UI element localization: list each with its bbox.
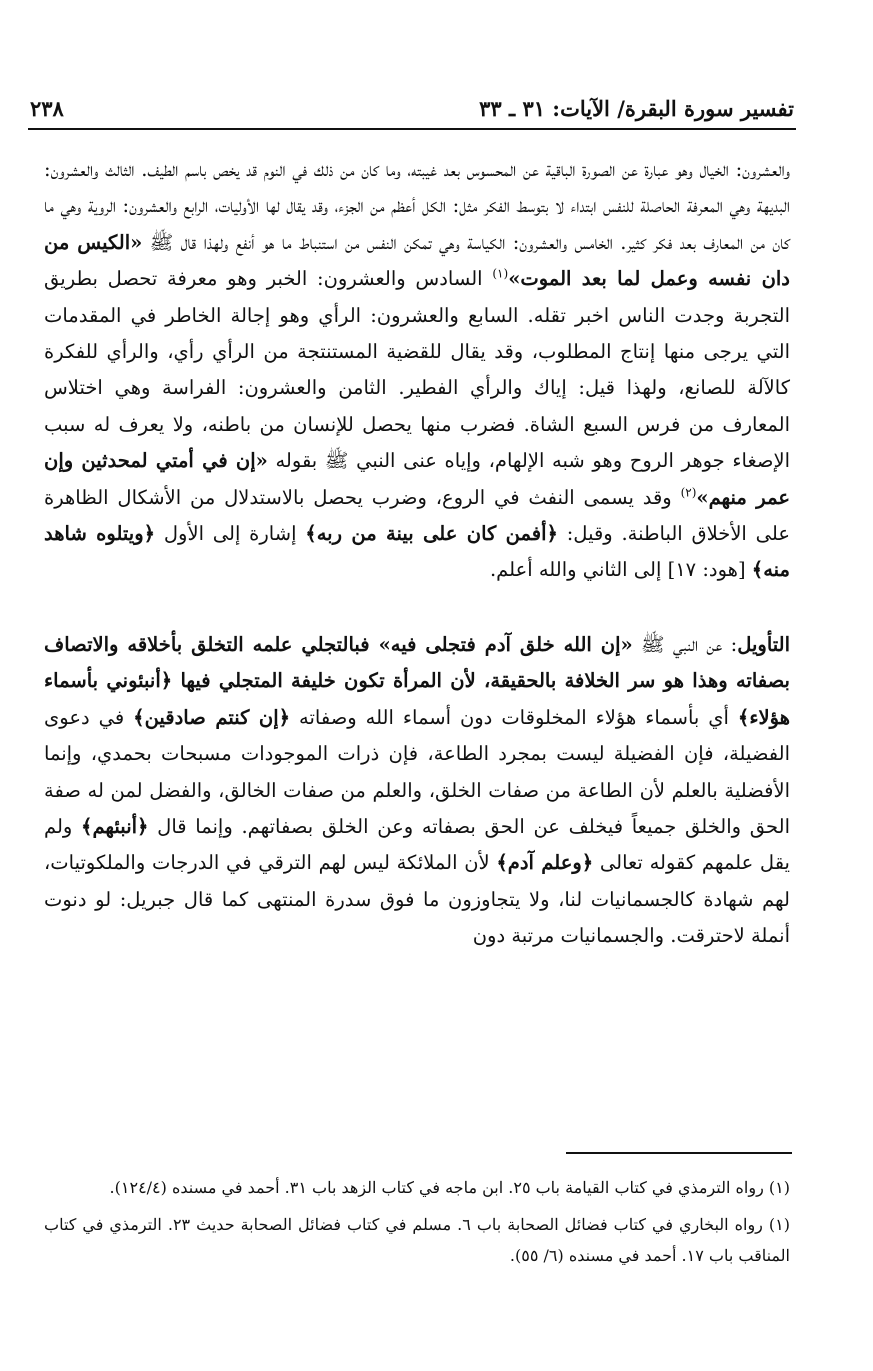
paragraph-1-part-3: وقد يسمى النفث في الروع، وضرب يحصل بالاستدلال من الأشكال الظاهرة على الأخلاق الباطنة. وقيل: xyxy=(44,485,790,546)
paragraph-2-part-1: : عن النبي ﷺ xyxy=(632,632,738,656)
quran-verse-2: ﴿ويتلوه شاهد منه﴾ xyxy=(44,522,790,582)
header-rule xyxy=(28,128,796,130)
paragraph-1-part-4: إشارة إلى الأول xyxy=(155,522,306,546)
quran-verse-3: ﴿أنبئوني بأسماء هؤلاء﴾ xyxy=(44,669,790,729)
paragraph-2-part-2: أي بأسماء هؤلاء المخلوقات دون أسماء الله وصفاته xyxy=(290,705,738,729)
tawil-label: التأويل xyxy=(737,632,790,656)
paragraph-1 xyxy=(44,152,790,589)
running-title: تفسير سورة البقرة/ الآيات: ٣١ ـ ٣٣ xyxy=(479,95,794,121)
quran-verse-6: ﴿وعلم آدم﴾ xyxy=(496,851,594,875)
quran-verse-5: ﴿أنبئهم﴾ xyxy=(81,814,149,838)
page-header xyxy=(30,92,794,124)
bold-sentence: فبالتجلي علمه التخلق بأخلاقه والاتصاف بصفاته وهذا هو سر الخلافة بالحقيقة، لأن المرأة تكون خليفة المتجلي فيها xyxy=(44,632,790,693)
hadith-quote-2: «إن في أمتي لمحدثين وإن عمر منهم» xyxy=(44,449,790,509)
footnote-rule xyxy=(566,1152,792,1154)
paragraph-gap xyxy=(44,589,790,627)
quran-verse-4: ﴿إن كنتم صادقين﴾ xyxy=(133,705,291,729)
footnote-ref-1: (١) xyxy=(492,266,509,281)
page-number: ٢٣٨ xyxy=(30,95,64,121)
paragraph-2-part-3: في دعوى الفضيلة، فإن الفضيلة ليست بمجرد الطاعة، فإن ذرات الموجودات مسبحات بحمدي، وإنما الأفضلية بالعلم لأن الطاعة من صفات الخلق، والعلم من صفات الخالق، والفضل لمن له صفة الحق والخلق جميعاً فيخلف عن الحق بصفاته وعن الخلق بصفاتهم. وإنما قال xyxy=(44,705,790,838)
quran-verse-1: ﴿أفمن كان على بينة من ربه﴾ xyxy=(305,522,558,546)
paragraph-1-part-1: والعشرون: الخيال وهو عبارة عن الصورة الباقية عن المحسوس بعد غيبته، وما كان من ذلك في النوم قد يخص باسم الطيف. الثالث والعشرون: البديهة وهي المعرفة الحاصلة للنفس ابتداء لا بتوسط الفكر مثل: الكل أعظم من الجزء، وقد يقال لها الأوليات، الرابع والعشرون: الروية وهي ما كان من المعارف بعد فكر كثير. الخامس والعشرون: الكياسة وهي تمكن النفس من استنباط ما هو أنفع ولهذا قال ﷺ xyxy=(44,158,790,254)
footnote-1: (١) رواه الترمذي في كتاب القيامة باب ٢٥. ابن ماجه في كتاب الزهد باب ٣١. أحمد في مسنده (١٢٤/٤). xyxy=(109,1178,790,1197)
paragraph-2 xyxy=(44,627,790,955)
hadith-quote-1: «الكيس من دان نفسه وعمل لما بعد الموت» xyxy=(44,230,790,291)
paragraph-1-part-2: السادس والعشرون: الخبر وهو معرفة تحصل بطريق التجربة وجدت الناس اخبر تقله. السابع والعشرون: الرأي وهو إجالة الخاطر في المقدمات التي يرجى منها إنتاج المطلوب، وقد يقال للقضية المستنتجة من الرأي رأي، والرأي للفكرة كالآلة للصانع، ولهذا قيل: إياك والرأي الفطير. الثامن والعشرون: الفراسة وهي اختلاس المعارف من فرس السبع الشاة. فضرب منها يحصل للإنسان من باطنه، ولا يعرف له سبب الإصغاء جوهر الروح وهو شبه الإلهام، وإياه عنى النبي ﷺ بقوله xyxy=(44,267,790,473)
main-text xyxy=(44,152,790,955)
footnotes xyxy=(44,1172,790,1277)
paragraph-1-part-5: [هود: ١٧] إلى الثاني والله أعلم. xyxy=(489,558,752,582)
footnote-2: (١) رواه البخاري في كتاب فضائل الصحابة باب ٦. مسلم في كتاب فضائل الصحابة حديث ٢٣. الترمذي في كتاب المناقب باب ١٧. أحمد في مسنده (٦/ ٥٥). xyxy=(44,1215,790,1265)
paragraph-2-part-4: ولم يقل علمهم كقوله تعالى xyxy=(44,814,790,875)
paragraph-2-part-5: لأن الملائكة ليس لهم الترقي في الدرجات والملكوتيات، لهم شهادة كالجسمانيات لنا، ولا يتجاوزون ما فوق سدرة المنتهى كما قال جبريل: لو دنوت أنملة لاحترقت. والجسمانيات مرتبة دون xyxy=(44,851,790,948)
hadith-quote-3: «إن الله خلق آدم فتجلى فيه» xyxy=(378,632,633,656)
footnote-ref-2: (٢) xyxy=(680,485,697,500)
